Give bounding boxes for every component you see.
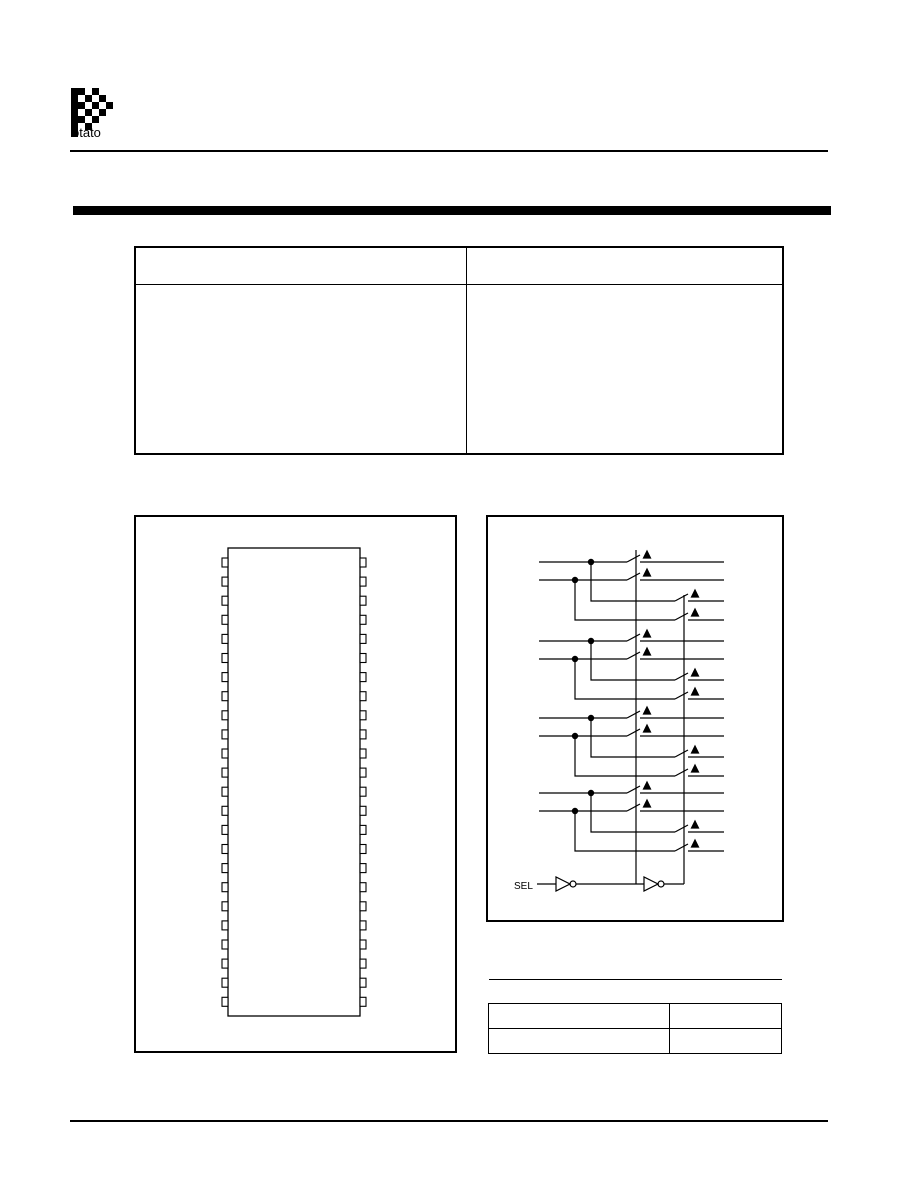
- pin-right: [360, 558, 366, 567]
- switch-arrow: [644, 630, 651, 637]
- pin-left: [222, 730, 228, 739]
- pin-right: [360, 806, 366, 815]
- inverter-icon: [556, 877, 570, 891]
- pin-left: [222, 596, 228, 605]
- pin-diagram: [136, 517, 455, 1051]
- pin-left: [222, 997, 228, 1006]
- pin-left: [222, 749, 228, 758]
- switch-blade: [675, 613, 688, 620]
- pin-left: [222, 902, 228, 911]
- pin-right: [360, 978, 366, 987]
- chip-body: [228, 548, 360, 1016]
- truth-table-cell: [670, 1004, 782, 1029]
- switch-blade: [675, 692, 688, 699]
- switch-arrow: [692, 746, 699, 753]
- branch-wire: [591, 641, 675, 680]
- pin-right: [360, 825, 366, 834]
- pin-right: [360, 577, 366, 586]
- truth-table-cell: [489, 1029, 670, 1054]
- switch-arrow: [644, 648, 651, 655]
- pin-left: [222, 711, 228, 720]
- features-table-header-rule: [136, 284, 782, 285]
- truth-table-cell: [489, 1004, 670, 1029]
- switch-blade: [675, 673, 688, 680]
- pin-left: [222, 787, 228, 796]
- pin-right: [360, 883, 366, 892]
- branch-wire: [591, 718, 675, 757]
- switch-blade: [627, 573, 640, 580]
- pin-left: [222, 615, 228, 624]
- switch-arrow: [644, 569, 651, 576]
- switch-arrow: [644, 551, 651, 558]
- pin-right: [360, 596, 366, 605]
- switch-arrow: [692, 609, 699, 616]
- block-diagram-panel: [486, 515, 784, 922]
- switch-blade: [627, 729, 640, 736]
- branch-wire: [575, 659, 675, 699]
- inverter-icon: [644, 877, 658, 891]
- pin-left: [222, 558, 228, 567]
- pin-right: [360, 711, 366, 720]
- features-table-column-divider: [466, 248, 467, 453]
- chip-pins: [222, 558, 366, 1006]
- pin-left: [222, 978, 228, 987]
- pin-right: [360, 749, 366, 758]
- pin-left: [222, 654, 228, 663]
- switch-arrow: [692, 669, 699, 676]
- pin-left: [222, 845, 228, 854]
- pin-right: [360, 768, 366, 777]
- pin-left: [222, 921, 228, 930]
- pin-right: [360, 845, 366, 854]
- pin-left: [222, 634, 228, 643]
- switch-arrow: [644, 800, 651, 807]
- pin-configuration-panel: [134, 515, 457, 1053]
- pin-right: [360, 730, 366, 739]
- pin-right: [360, 864, 366, 873]
- branch-wire: [575, 811, 675, 851]
- truth-table-header-cell: [670, 980, 782, 1004]
- pin-right: [360, 997, 366, 1006]
- pin-left: [222, 959, 228, 968]
- pin-left: [222, 673, 228, 682]
- pin-right: [360, 615, 366, 624]
- switch-blade: [675, 594, 688, 601]
- features-table: [134, 246, 784, 455]
- switch-arrow: [692, 590, 699, 597]
- title-bar: [73, 206, 831, 215]
- switch-arrow: [644, 725, 651, 732]
- select-label: SEL: [514, 881, 533, 892]
- truth-table: [488, 979, 782, 1053]
- branch-wire: [591, 793, 675, 832]
- pin-right: [360, 634, 366, 643]
- switch-blade: [675, 844, 688, 851]
- switch-blade: [627, 711, 640, 718]
- pin-left: [222, 883, 228, 892]
- branch-wire: [575, 580, 675, 620]
- pin-right: [360, 921, 366, 930]
- footer-divider: [70, 1120, 828, 1122]
- switch-blade: [675, 825, 688, 832]
- pin-right: [360, 654, 366, 663]
- branch-wire: [575, 736, 675, 776]
- switch-blade: [627, 634, 640, 641]
- pin-left: [222, 825, 228, 834]
- switch-arrow: [692, 840, 699, 847]
- pin-left: [222, 768, 228, 777]
- switch-block-diagram: [488, 517, 782, 920]
- switch-blade: [627, 652, 640, 659]
- switch-blade: [627, 786, 640, 793]
- header-divider: [70, 150, 828, 152]
- switch-arrow: [644, 782, 651, 789]
- pin-right: [360, 787, 366, 796]
- pin-left: [222, 692, 228, 701]
- pin-right: [360, 940, 366, 949]
- pin-left: [222, 864, 228, 873]
- logo-wordmark: otato: [72, 125, 101, 140]
- pin-right: [360, 673, 366, 682]
- pin-left: [222, 940, 228, 949]
- pin-left: [222, 806, 228, 815]
- truth-table-cell: [670, 1029, 782, 1054]
- switch-blade: [675, 769, 688, 776]
- switch-arrow: [692, 765, 699, 772]
- switch-blade: [675, 750, 688, 757]
- pin-right: [360, 692, 366, 701]
- truth-table-header-cell: [489, 980, 670, 1004]
- pin-right: [360, 902, 366, 911]
- pin-left: [222, 577, 228, 586]
- pin-right: [360, 959, 366, 968]
- switch-arrow: [692, 688, 699, 695]
- switch-blade: [627, 555, 640, 562]
- switch-arrow: [644, 707, 651, 714]
- switch-arrow: [692, 821, 699, 828]
- switch-blade: [627, 804, 640, 811]
- branch-wire: [591, 562, 675, 601]
